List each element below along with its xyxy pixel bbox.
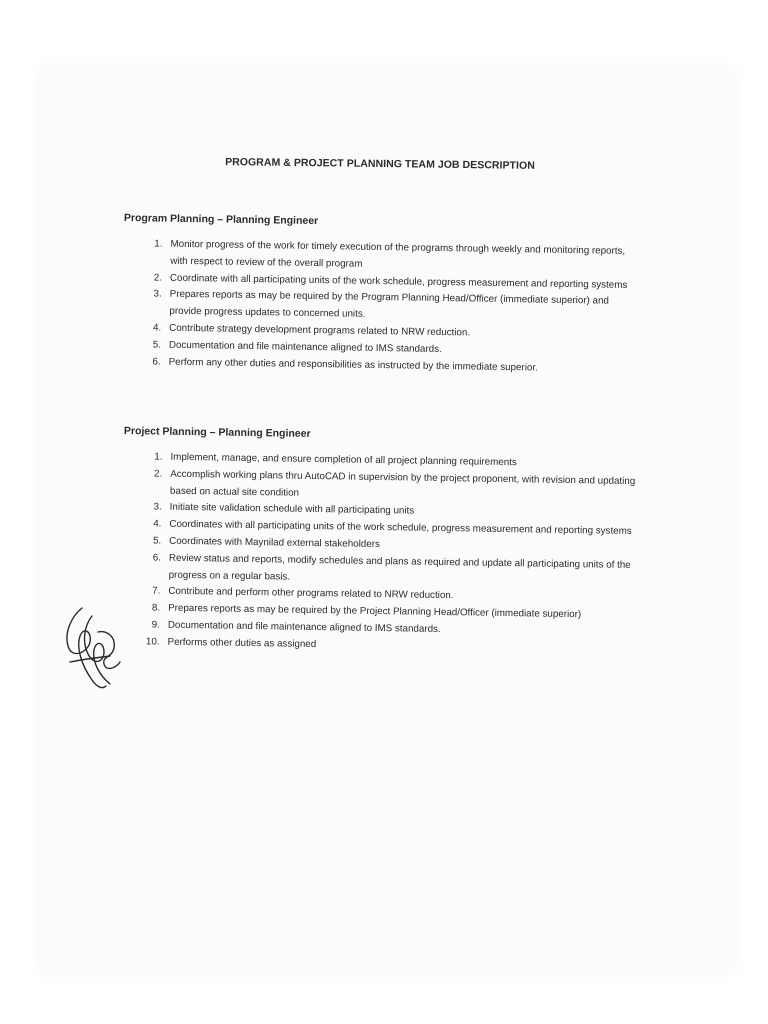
item-number: 8. bbox=[151, 602, 161, 614]
item-number: 6. bbox=[152, 356, 161, 368]
item-number: 1. bbox=[154, 238, 163, 250]
item-text: Perform any other duties and responsibilities as instructed by the immediate superior. bbox=[168, 356, 538, 374]
item-text: Coordinate with all participating units of the work schedule, progress measurement and reporting systems bbox=[169, 272, 628, 291]
document-title: PROGRAM & PROJECT PLANNING TEAM JOB DESCRIPTION bbox=[225, 156, 535, 172]
duty-list bbox=[122, 236, 664, 379]
item-text: Coordinates with Maynilad external stakeholders bbox=[169, 535, 380, 551]
item-number: 2. bbox=[153, 272, 163, 284]
item-text: Review status and reports, modify schedules and plans as required and update all participating units of the progress on a regular basis. bbox=[168, 552, 631, 583]
item-text: Prepares reports as may be required by the Program Planning Head/Officer (immediate superior) and provide progress updates to concerned units. bbox=[169, 289, 610, 320]
handwritten-signature-icon bbox=[58, 602, 128, 694]
item-text: Documentation and file maintenance aligned to IMS standards. bbox=[167, 619, 441, 635]
item-text: Contribute strategy development programs related to NRW reduction. bbox=[169, 322, 471, 339]
item-text: Coordinates with all participating units of the work schedule, progress measurement and reporting systems bbox=[169, 518, 632, 538]
item-number: 5. bbox=[152, 535, 162, 547]
item-text: Accomplish working plans thru AutoCAD in supervision by the project proponent, with revision and updating based on actual site condition bbox=[169, 468, 636, 499]
item-number: 10. bbox=[145, 636, 160, 648]
section-heading: Program Planning – Planning Engineer bbox=[123, 212, 319, 228]
item-text: Implement, manage, and ensure completion of all project planning requirements bbox=[170, 451, 517, 469]
project-planning-section bbox=[120, 425, 663, 659]
item-text: Contribute and perform other programs related to NRW reduction. bbox=[168, 586, 454, 602]
item-number: 3. bbox=[153, 288, 162, 300]
item-number: 5. bbox=[152, 339, 162, 351]
item-number: 9. bbox=[151, 619, 160, 631]
item-number: 7. bbox=[152, 585, 161, 597]
item-number: 6. bbox=[152, 552, 162, 564]
program-planning-section bbox=[122, 212, 664, 379]
section-heading: Project Planning – Planning Engineer bbox=[123, 425, 311, 440]
item-number: 4. bbox=[152, 322, 162, 334]
item-text: Performs other duties as assigned bbox=[167, 636, 317, 650]
item-number: 2. bbox=[153, 468, 163, 480]
duty-list bbox=[120, 449, 663, 659]
item-number: 3. bbox=[153, 501, 162, 513]
item-text: Monitor progress of the work for timely execution of the programs through weekly and monitoring reports, with respect to review of the overall program bbox=[170, 238, 626, 270]
item-number: 4. bbox=[153, 518, 162, 530]
item-number: 1. bbox=[154, 451, 163, 463]
item-text: Documentation and file maintenance aligned to IMS standards. bbox=[168, 339, 442, 355]
item-text: Prepares reports as may be required by the Project Planning Head/Officer (immediate superior) bbox=[168, 602, 582, 621]
item-text: Initiate site validation schedule with all participating units bbox=[169, 502, 415, 517]
